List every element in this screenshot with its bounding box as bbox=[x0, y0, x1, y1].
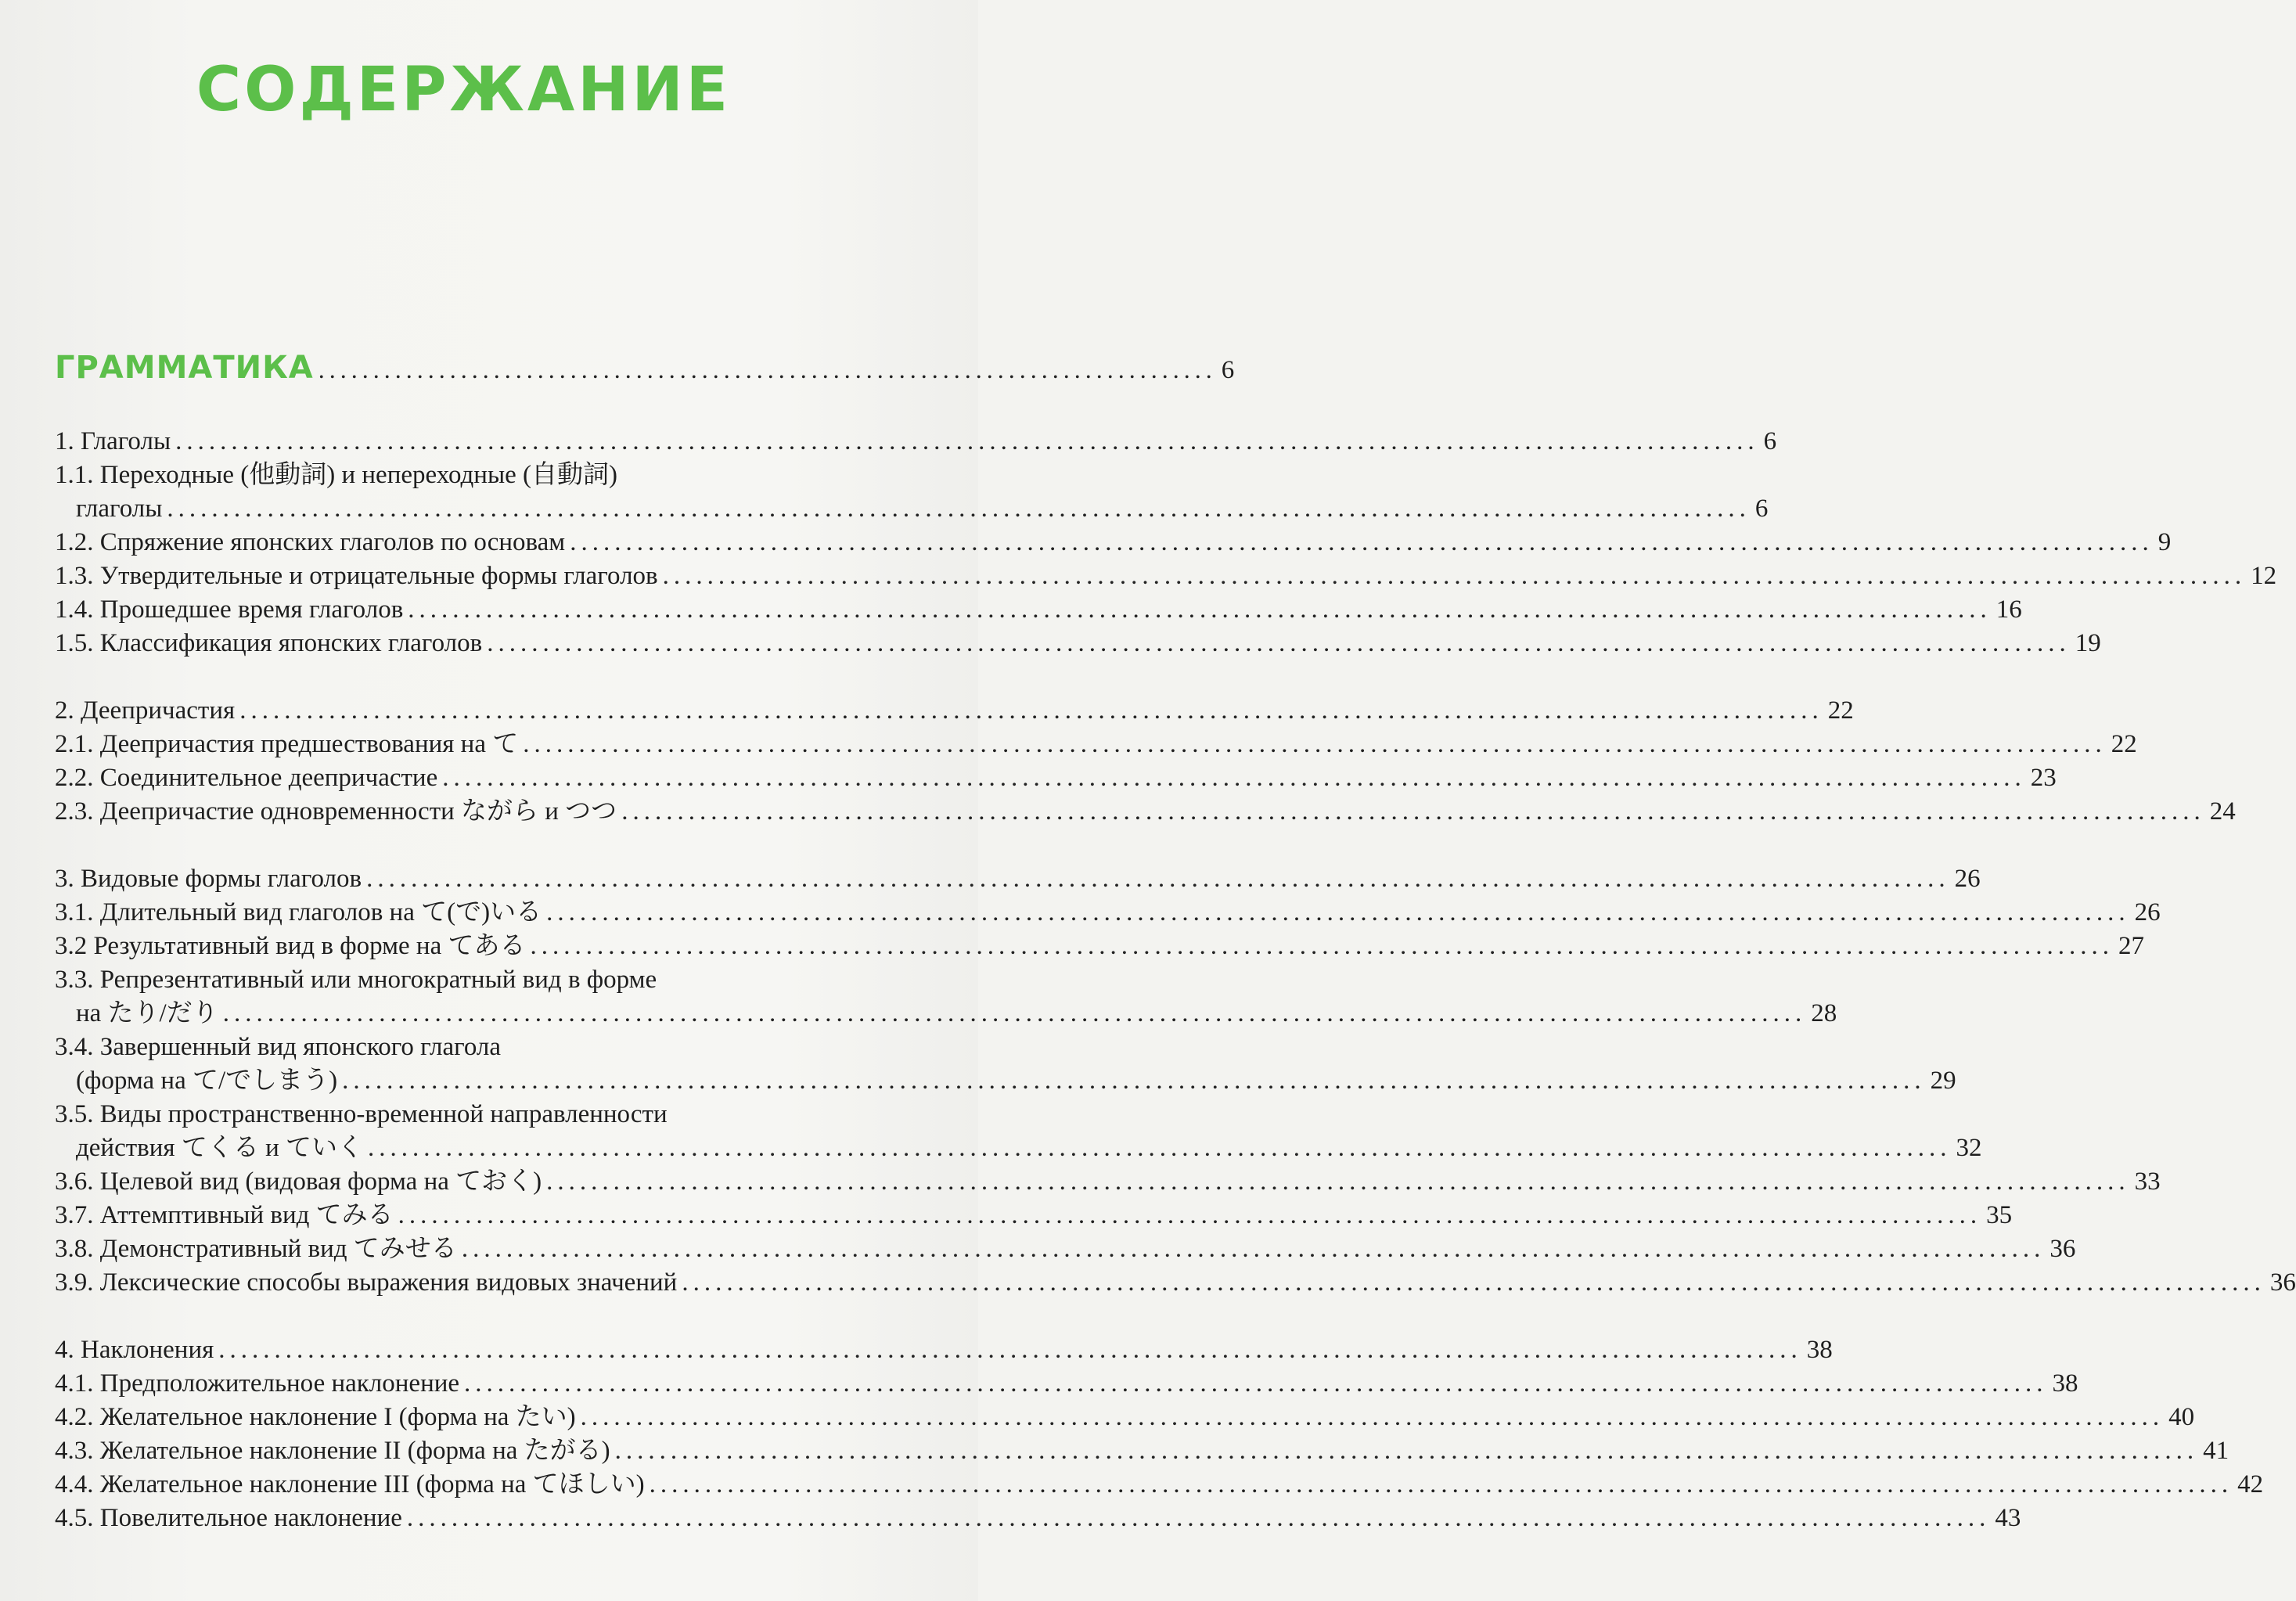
leader-dots: .............................................................................................................................................. bbox=[662, 562, 2247, 590]
toc-page-number: 36 bbox=[2269, 1268, 2296, 1297]
toc-entry bbox=[55, 1434, 2229, 1468]
toc-entry bbox=[55, 1367, 2078, 1401]
toc-entry-text: 2. Деепричастия bbox=[55, 696, 236, 725]
section-gap bbox=[55, 1300, 837, 1333]
section-page-number: 6 bbox=[1221, 356, 1235, 384]
toc-entry-text: 3.8. Демонстративный вид てみせる bbox=[55, 1235, 457, 1263]
toc-entry-text: глаголы bbox=[76, 495, 163, 523]
leader-dots: .............................................................................................................................................. bbox=[614, 1437, 2199, 1465]
toc-page-number: 6 bbox=[1754, 495, 1769, 523]
toc-page-number: 26 bbox=[1954, 865, 1981, 893]
toc-entry bbox=[55, 526, 2172, 559]
toc-entry-text: 2.1. Деепричастия предшествования на て bbox=[55, 730, 519, 758]
toc-entry-text: 4.5. Повелительное наклонение bbox=[55, 1504, 402, 1532]
toc-entry-text: (форма на て/でしまう) bbox=[76, 1067, 338, 1095]
toc-entry bbox=[55, 1098, 837, 1131]
toc-entry-text: 1.4. Прошедшее время глаголов bbox=[55, 595, 404, 624]
toc-entry bbox=[55, 896, 2161, 930]
leader-dots: .............................................................................................................................................. bbox=[442, 764, 2026, 792]
leader-dots: .............................................................................................................................................. bbox=[406, 1504, 1991, 1532]
leader-dots: .............................................................................................................................................. bbox=[167, 495, 1751, 523]
leader-dots: .............................................................................................................................................. bbox=[398, 1201, 1982, 1229]
toc-entry bbox=[55, 1333, 1833, 1367]
toc-entry bbox=[55, 963, 837, 997]
toc-entry-text: 1.2. Спряжение японских глаголов по основам bbox=[55, 528, 566, 556]
page-title: СОДЕРЖАНИЕ bbox=[196, 55, 732, 125]
toc-entry-text: 2.2. Соединительное деепричастие bbox=[55, 764, 438, 792]
toc-page-number: 38 bbox=[1806, 1336, 1833, 1364]
toc-page-number: 12 bbox=[2251, 562, 2277, 590]
toc-entry bbox=[55, 862, 1981, 896]
toc-entry-text: 4.2. Желательное наклонение I (форма на たい) bbox=[55, 1403, 576, 1431]
leader-dots: .............................................................................................................................................. bbox=[239, 696, 1823, 725]
toc-entry-text: 3.9. Лексические способы выражения видовых значений bbox=[55, 1268, 678, 1297]
leader-dots: .............................................................................................................................................. bbox=[546, 1167, 2130, 1196]
leader-dots: .............................................................................................................................................. bbox=[218, 1336, 1802, 1364]
toc-entry-text: 3.2 Результативный вид в форме на てある bbox=[55, 932, 526, 960]
leader-dots: .............................................................................................................................................. bbox=[649, 1470, 2233, 1498]
toc-entry bbox=[55, 1064, 1956, 1098]
leader-dots: .................................................................................. bbox=[318, 355, 1217, 383]
toc-entry bbox=[55, 1165, 2161, 1199]
toc-page-number: 28 bbox=[1811, 999, 1837, 1027]
leader-dots: .............................................................................................................................................. bbox=[368, 1134, 1952, 1162]
toc-entry-text: на たり/だり bbox=[76, 999, 218, 1027]
toc-entry-text: 3.5. Виды пространственно-временной направленности bbox=[55, 1100, 668, 1128]
section-gap bbox=[55, 660, 837, 694]
toc-entry bbox=[55, 1199, 2013, 1232]
toc-page-number: 29 bbox=[1930, 1067, 1956, 1095]
leader-dots: .............................................................................................................................................. bbox=[487, 629, 2071, 657]
toc-entry bbox=[55, 1131, 1982, 1165]
toc-entry bbox=[55, 1031, 837, 1064]
toc-entry-text: 4.3. Желательное наклонение II (форма на たがる) bbox=[55, 1437, 610, 1465]
toc-entry bbox=[55, 1502, 2021, 1535]
toc-page-number: 27 bbox=[2118, 932, 2144, 960]
toc-entry bbox=[55, 930, 2144, 963]
leader-dots: .............................................................................................................................................. bbox=[342, 1067, 1926, 1095]
toc-entry bbox=[55, 795, 2236, 829]
toc-entry-text: 2.3. Деепричастие одновременности ながら и つつ bbox=[55, 797, 617, 826]
toc-entry bbox=[55, 997, 1837, 1031]
toc-entry-text: действия てくる и ていく bbox=[76, 1134, 363, 1162]
toc-entry-text: 3.3. Репрезентативный или многократный вид в форме bbox=[55, 966, 657, 994]
toc-entry-text: 3.7. Аттемптивный вид てみる bbox=[55, 1201, 394, 1229]
toc-page-number: 22 bbox=[2111, 730, 2137, 758]
toc-entry bbox=[55, 459, 837, 492]
leader-dots: .............................................................................................................................................. bbox=[222, 999, 1807, 1027]
toc-page-number: 33 bbox=[2134, 1167, 2161, 1196]
toc-entry-text: 3. Видовые формы глаголов bbox=[55, 865, 362, 893]
toc-page-number: 42 bbox=[2237, 1470, 2264, 1498]
toc-entry bbox=[55, 559, 2277, 593]
toc-page-number: 24 bbox=[2209, 797, 2236, 826]
toc-page-number: 40 bbox=[2168, 1403, 2195, 1431]
leader-dots: .............................................................................................................................................. bbox=[408, 595, 1992, 624]
leader-dots: .............................................................................................................................................. bbox=[621, 797, 2205, 826]
leader-dots: .............................................................................................................................................. bbox=[546, 898, 2130, 926]
leader-dots: .............................................................................................................................................. bbox=[570, 528, 2154, 556]
toc-entry bbox=[55, 694, 1854, 728]
toc-entry bbox=[55, 728, 2137, 761]
toc-entry-text: 1.1. Переходные (他動詞) и непереходные (自動詞) bbox=[55, 461, 618, 489]
toc-page-number: 32 bbox=[1956, 1134, 1982, 1162]
toc-page-number: 43 bbox=[1995, 1504, 2021, 1532]
leader-dots: .............................................................................................................................................. bbox=[175, 427, 1759, 455]
toc-page-number: 35 bbox=[1986, 1201, 2013, 1229]
toc-entry bbox=[55, 1468, 2264, 1502]
toc-entry bbox=[55, 492, 1769, 526]
toc-entry bbox=[55, 1401, 2195, 1434]
leader-dots: .............................................................................................................................................. bbox=[523, 730, 2107, 758]
toc-entry-text: 1. Глаголы bbox=[55, 427, 171, 455]
toc-entry-text: 1.3. Утвердительные и отрицательные формы глаголов bbox=[55, 562, 658, 590]
leader-dots: .............................................................................................................................................. bbox=[464, 1369, 2048, 1398]
toc-entry-text: 1.5. Классификация японских глаголов bbox=[55, 629, 483, 657]
toc-entry-text: 3.4. Завершенный вид японского глагола bbox=[55, 1033, 502, 1061]
toc-page-number: 6 bbox=[1763, 427, 1777, 455]
toc-entry bbox=[55, 761, 2057, 795]
table-of-contents bbox=[55, 425, 2296, 1535]
toc-page-number: 22 bbox=[1827, 696, 1854, 725]
toc-page-number: 41 bbox=[2203, 1437, 2229, 1465]
toc-page-number: 19 bbox=[2075, 629, 2101, 657]
section-gap bbox=[55, 829, 837, 862]
toc-page-number: 16 bbox=[1996, 595, 2022, 624]
toc-entry-text: 3.1. Длительный вид глаголов на て(で)いる bbox=[55, 898, 542, 926]
section-heading bbox=[55, 350, 1235, 386]
leader-dots: .............................................................................................................................................. bbox=[461, 1235, 2046, 1263]
toc-page-number: 26 bbox=[2134, 898, 2161, 926]
toc-entry bbox=[55, 593, 2022, 627]
toc-page-number: 9 bbox=[2157, 528, 2172, 556]
toc-entry-text: 3.6. Целевой вид (видовая форма на ておく) bbox=[55, 1167, 542, 1196]
toc-entry-text: 4. Наклонения bbox=[55, 1336, 214, 1364]
toc-page-number: 38 bbox=[2052, 1369, 2078, 1398]
leader-dots: .............................................................................................................................................. bbox=[682, 1268, 2265, 1297]
leader-dots: .............................................................................................................................................. bbox=[366, 865, 1950, 893]
toc-entry-text: 4.4. Желательное наклонение III (форма на てほしい) bbox=[55, 1470, 645, 1498]
toc-entry bbox=[55, 1232, 2076, 1266]
section-label: ГРАММАТИКА bbox=[55, 350, 314, 386]
toc-page-number: 23 bbox=[2030, 764, 2057, 792]
toc-entry-text: 4.1. Предположительное наклонение bbox=[55, 1369, 460, 1398]
toc-entry bbox=[55, 425, 1777, 459]
toc-entry bbox=[55, 627, 2101, 660]
leader-dots: .............................................................................................................................................. bbox=[530, 932, 2114, 960]
toc-entry bbox=[55, 1266, 2296, 1300]
toc-page-number: 36 bbox=[2049, 1235, 2076, 1263]
leader-dots: .............................................................................................................................................. bbox=[580, 1403, 2165, 1431]
